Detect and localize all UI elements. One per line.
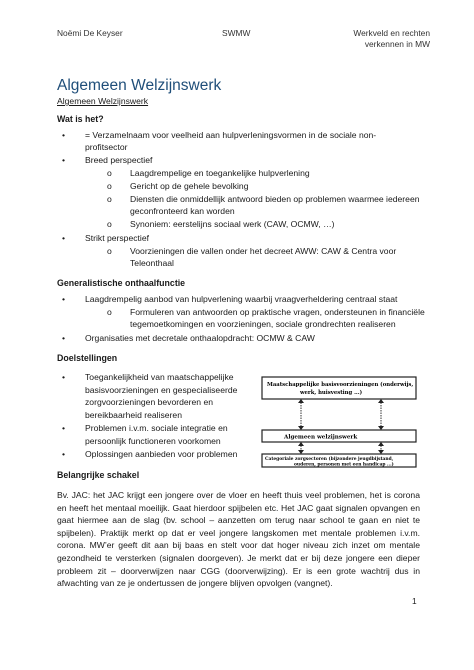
- sub-bullet-icon: o: [107, 246, 112, 256]
- bullet-icon: •: [62, 423, 66, 433]
- diagram-box3-line2: ouderen, personen met een handicap ...): [294, 462, 394, 468]
- list-item-continuation: persoonlijk functioneren voorkomen: [85, 436, 221, 446]
- sub-bullet-icon: o: [107, 219, 112, 229]
- sub-list-item-continuation: tegemoetkomingen en voorzieningen, sociale grondrechten realiseren: [130, 319, 396, 329]
- diagram-box1-line2: werk, huisvesting ...): [300, 390, 363, 396]
- section-heading-belangrijke-schakel: Belangrijke schakel: [57, 470, 140, 480]
- arrowhead-icon: [378, 399, 384, 403]
- diagram-box1-line1: Maatschappelijke basisvoorzieningen (onderwijs,: [267, 382, 414, 388]
- section-heading-wat-is-het: Wat is het?: [57, 114, 104, 124]
- header-topic: [340, 28, 430, 50]
- sub-list-item: Diensten die onmiddellijk antwoord bieden op problemen waarmee iedereen: [130, 194, 420, 204]
- bullet-icon: •: [62, 233, 66, 243]
- list-item: Toegankelijkheid van maatschappelijke: [85, 372, 234, 382]
- arrowhead-icon: [298, 442, 304, 446]
- list-item: Breed perspectief: [85, 155, 153, 165]
- list-item-continuation: bereikbaarheid realiseren: [85, 410, 182, 420]
- arrowhead-icon: [378, 426, 384, 430]
- diagram-box2-label: Algemeen welzijnswerk: [284, 434, 358, 441]
- sub-list-item: Synoniem: eerstelijns sociaal werk (CAW, OCMW, …): [130, 219, 335, 229]
- arrowhead-icon: [298, 450, 304, 454]
- header-topic-line2: verkennen in MW: [364, 39, 430, 49]
- list-item: Oplossingen aanbieden voor problemen: [85, 449, 238, 459]
- arrowhead-icon: [378, 450, 384, 454]
- sub-bullet-icon: o: [107, 168, 112, 178]
- sub-list-item: Laagdrempelige en toegankelijke hulpverlening: [130, 168, 310, 178]
- list-item: Organisaties met decretale onthaalopdracht: OCMW & CAW: [85, 333, 315, 343]
- sub-list-item: Voorzieningen die vallen onder het decreet AWW: CAW & Centra voor: [130, 246, 397, 256]
- list-item-continuation: zorgvoorzieningen bevorderen en: [85, 397, 214, 407]
- welzijnswerk-diagram: [258, 373, 420, 469]
- bullet-icon: •: [62, 449, 66, 459]
- section-heading-doelstellingen: Doelstellingen: [57, 353, 118, 363]
- list-item: Laagdrempelig aanbod van hulpverlening waarbij vraagverheldering centraal staat: [85, 294, 398, 304]
- list-item-continuation: profitsector: [85, 142, 128, 152]
- arrowhead-icon: [378, 442, 384, 446]
- sub-bullet-icon: o: [107, 194, 112, 204]
- page-title: Algemeen Welzijnswerk: [57, 77, 222, 94]
- list-item: Problemen i.v.m. sociale integratie en: [85, 423, 228, 433]
- header-course: SWMW: [222, 28, 251, 38]
- sub-list-item: Gericht op de gehele bevolking: [130, 181, 249, 191]
- list-item: = Verzamelnaam voor veelheid aan hulpverleningsvormen in de sociale non-: [85, 130, 377, 140]
- section-heading-onthaalfunctie: Generalistische onthaalfunctie: [57, 278, 186, 288]
- bullet-icon: •: [62, 333, 66, 343]
- sub-bullet-icon: o: [107, 181, 112, 191]
- list-item: Strikt perspectief: [85, 233, 149, 243]
- bullet-icon: •: [62, 294, 66, 304]
- bullet-icon: •: [62, 130, 66, 140]
- diagram-box3-line1: Categoriale zorgsectoren (bijzondere jeugdbijstand,: [265, 456, 394, 462]
- sub-list-item-continuation: geconfronteerd kan worden: [130, 206, 235, 216]
- header-author: Noëmi De Keyser: [57, 28, 123, 38]
- example-paragraph: Bv. JAC: het JAC krijgt een jongere over de vloer en heeft thuis veel problemen, het is corona en heeft het mentaal moeilijk. Gaat hierdoor spijbelen etc. Het JAC gaat signalen opvangen en gaat hiermee aan de slag (bv. school – aanzetten om terug naar school te gaan en niet te spijbelen). Praktijk merkt op dat er veel jongere langskomen met mentale problemen i.v.m. corona. MW’er geeft dit aan bij baas en stelt voor dat hoger niveau zich inzet om mentale gezondheid te versterken (signalen doorgeven). Je merkt dat er bij deze jongere een dieper probleem zit – doorverwijzen naar CGG (doorverwijzing). Er is een grote wachtrij dus in afwachting van ze je ondertussen de jongere blijven opvolgen (vangnet).: [57, 490, 420, 589]
- bullet-icon: •: [62, 155, 66, 165]
- sub-bullet-icon: o: [107, 307, 112, 317]
- bullet-icon: •: [62, 372, 66, 382]
- sub-list-item-continuation: Teleonthaal: [130, 258, 174, 268]
- sub-list-item: Formuleren van antwoorden op praktische vragen, ondersteunen in financiële: [130, 307, 425, 317]
- page-number: 1: [412, 596, 417, 606]
- arrowhead-icon: [298, 426, 304, 430]
- page-subtitle: Algemeen Welzijnswerk: [57, 96, 149, 106]
- list-item-continuation: basisvoorzieningen en gespecialiseerde: [85, 385, 238, 395]
- arrowhead-icon: [298, 399, 304, 403]
- header-topic-line1: Werkveld en rechten: [353, 28, 430, 38]
